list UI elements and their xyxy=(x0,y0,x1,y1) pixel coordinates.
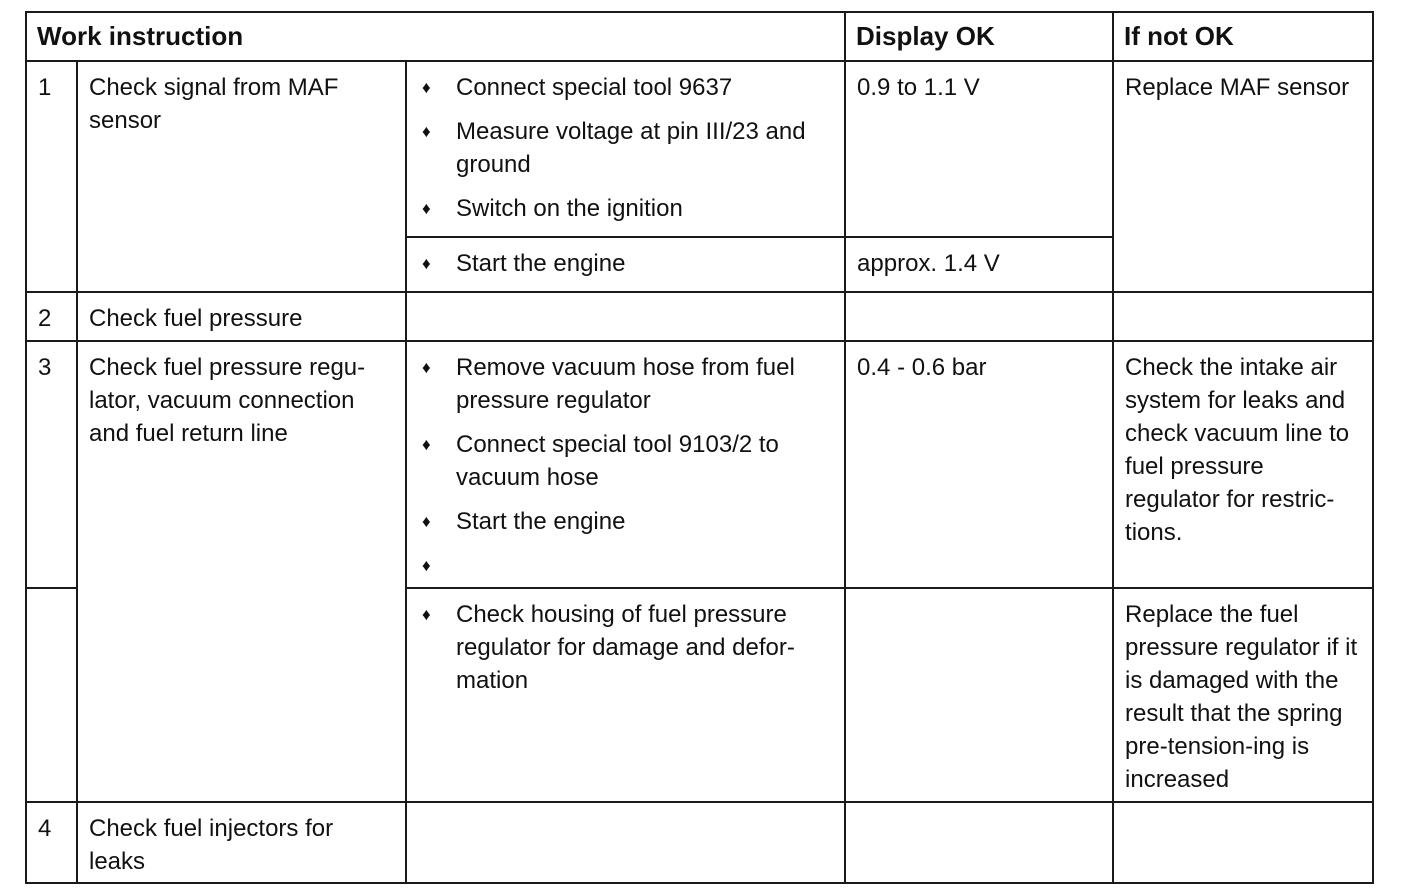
row-number: 2 xyxy=(26,292,77,341)
row-number-empty xyxy=(26,588,77,802)
list-item xyxy=(419,428,834,494)
bullet-icon: ♦ xyxy=(422,254,431,273)
not-ok-action xyxy=(1113,292,1373,341)
bullet-icon: ♦ xyxy=(422,78,431,97)
bullet-icon: ♦ xyxy=(422,556,431,575)
bullet-icon: ♦ xyxy=(422,435,431,454)
steps-cell xyxy=(406,292,845,341)
steps-cell xyxy=(406,237,845,292)
display-value xyxy=(845,802,1113,883)
table-row xyxy=(26,61,1373,237)
list-item xyxy=(419,598,834,697)
bullet-icon: ♦ xyxy=(422,122,431,141)
list-item xyxy=(419,115,834,181)
display-value xyxy=(845,292,1113,341)
task-text: Check signal from MAF sensor xyxy=(77,61,406,292)
display-value xyxy=(845,588,1113,802)
step-text: Connect special tool 9103/2 to vacuum hose xyxy=(456,431,779,491)
step-text: Switch on the ignition xyxy=(456,195,683,222)
header-if-not-ok: If not OK xyxy=(1113,12,1373,61)
not-ok-action xyxy=(1113,802,1373,883)
step-text: Remove vacuum hose from fuel pressure regulator xyxy=(456,354,795,414)
task-text: Check fuel pressure regu-lator, vacuum connection and fuel return line xyxy=(77,341,406,802)
row-number: 1 xyxy=(26,61,77,292)
step-text: Connect special tool 9637 xyxy=(456,74,733,101)
list-item xyxy=(419,351,834,417)
step-text: Check housing of fuel pressure regulator for damage and defor-mation xyxy=(456,601,795,694)
steps-cell xyxy=(406,341,845,588)
task-text: Check fuel injectors for leaks xyxy=(77,802,406,883)
step-text: Start the engine xyxy=(456,508,626,535)
header-display-ok: Display OK xyxy=(845,12,1113,61)
list-item xyxy=(419,247,834,280)
bullet-icon: ♦ xyxy=(422,358,431,377)
not-ok-action: Replace the fuel pressure regulator if it is damaged with the result that the spring pre-tension-ing is increased xyxy=(1113,588,1373,802)
step-text: Start the engine xyxy=(456,250,626,277)
bullet-icon: ♦ xyxy=(422,199,431,218)
row-number: 3 xyxy=(26,341,77,588)
steps-cell xyxy=(406,802,845,883)
table-row xyxy=(26,802,1373,883)
bullet-icon: ♦ xyxy=(422,512,431,531)
display-value: 0.9 to 1.1 V xyxy=(845,61,1113,237)
steps-cell xyxy=(406,588,845,802)
row-number: 4 xyxy=(26,802,77,883)
table-row xyxy=(26,292,1373,341)
display-value: approx. 1.4 V xyxy=(845,237,1113,292)
task-text: Check fuel pressure xyxy=(77,292,406,341)
not-ok-action: Check the intake air system for leaks and check vacuum line to fuel pressure regulator for restric-tions. xyxy=(1113,341,1373,588)
bullet-icon: ♦ xyxy=(422,605,431,624)
list-item xyxy=(419,71,834,104)
work-instruction-table xyxy=(25,11,1374,884)
header-work-instruction: Work instruction xyxy=(26,12,845,61)
display-value: 0.4 - 0.6 bar xyxy=(845,341,1113,588)
step-text: Measure voltage at pin III/23 and ground xyxy=(456,118,806,178)
steps-cell xyxy=(406,61,845,237)
table-row xyxy=(26,341,1373,588)
header-row xyxy=(26,12,1373,61)
not-ok-action: Replace MAF sensor xyxy=(1113,61,1373,292)
list-item xyxy=(419,192,834,225)
list-item xyxy=(419,505,834,538)
